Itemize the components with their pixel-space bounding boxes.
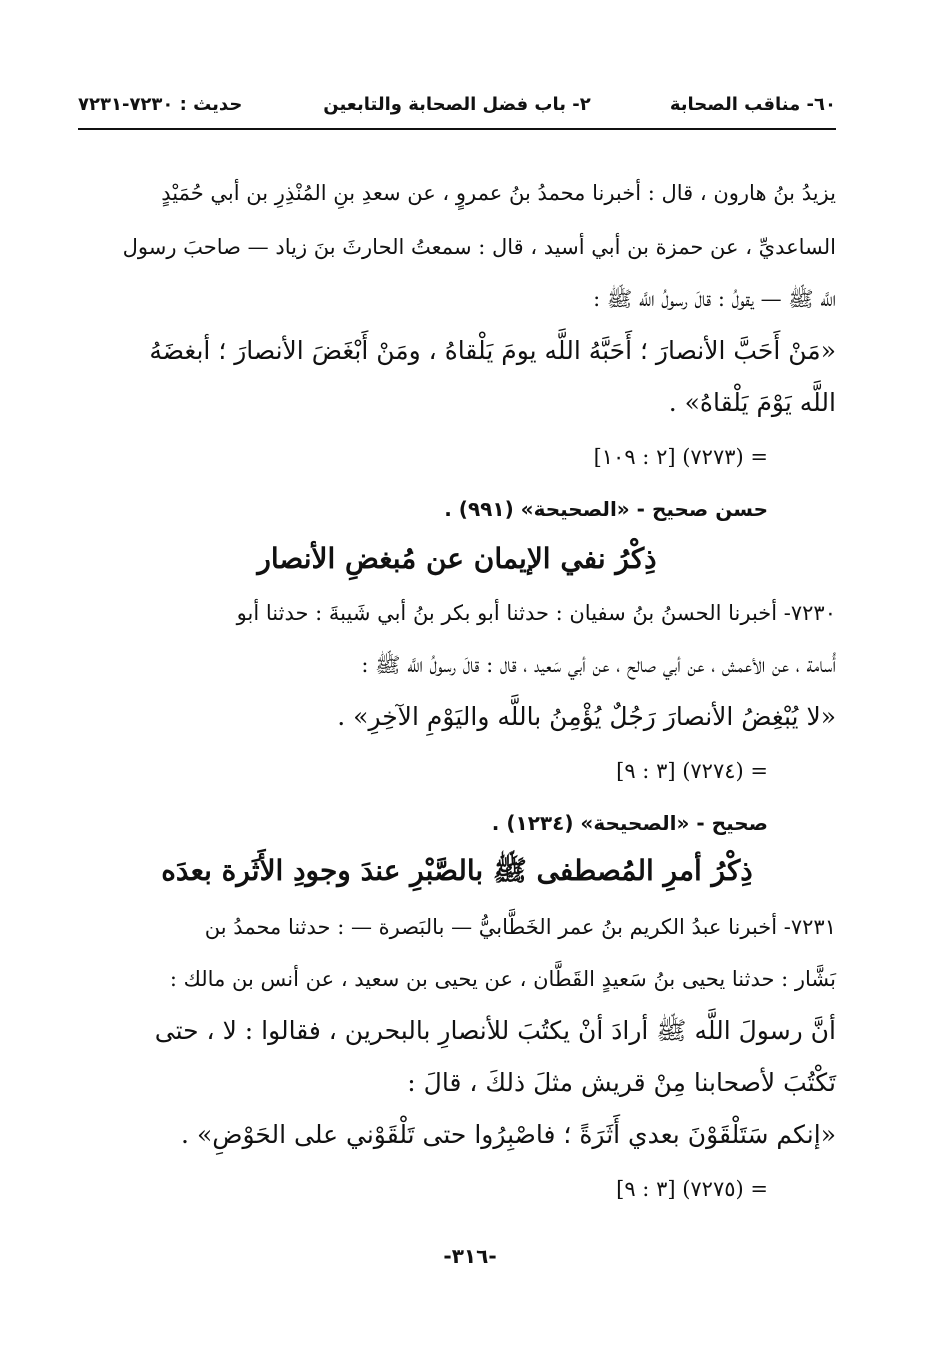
text-line: اللَّه ﷺ — يقولُ : قالَ رسولُ اللَّه ﷺ : [593,287,836,311]
section-heading: ذِكْرُ أمرِ المُصطفى ﷺ بالصَّبْرِ عندَ وجودِ الأَثَرة بعدَه [161,854,753,887]
text-line: أنَّ رسولَ اللَّه ﷺ أرادَ أنْ يكتُبَ للأنصارِ بالبحرين ، فقالوا : لا ، حتى [154,1016,836,1045]
hadith-grade: صحيح - «الصحيحة» (١٢٣٤) . [491,811,768,835]
cross-reference: = (٧٢٧٤) [٣ : ٩] [616,759,768,783]
section-title: ٢- باب فضل الصحابة والتابعين [323,94,591,115]
chapter-title: ٦٠- مناقب الصحابة [669,94,836,115]
hadith-text: «لا يُبْغِضُ الأنصارَ رَجُلٌ يُؤْمِنُ باللَّه واليَوْمِ الآخِرِ» . [337,702,836,731]
cross-reference: = (٧٢٧٥) [٣ : ٩] [616,1177,768,1201]
page-number: -٣١٦- [443,1244,497,1268]
text-line: الساعديِّ ، عن حمزة بن أبي أسيد ، قال : سمعتُ الحارثَ بنَ زياد — صاحبَ رسول [122,235,836,259]
cross-reference: = (٧٢٧٣) [٢ : ١٠٩] [593,445,768,469]
hadith-text: «مَنْ أَحَبَّ الأنصارَ ؛ أَحَبَّهُ اللَّه يومَ يَلْقاهُ ، ومَنْ أَبْغَضَ الأنصارَ ؛ أبغضَهُ [149,336,836,365]
text-line: يزيدُ بنُ هارون ، قال : أخبرنا محمدُ بنُ عمروٍ ، عن سعدِ بنِ المُنْذِرِ بن أبي حُمَيْدٍ [161,181,836,205]
section-heading: ذِكْرُ نفي الإيمان عن مُبغضِ الأنصار [257,542,657,575]
hadith-text: «إنكم سَتَلْقَوْنَ بعدي أَثَرَةً ؛ فاصْبِرُوا حتى تَلْقَوْني على الحَوْضِ» . [181,1120,836,1149]
text-line: ٧٢٣٠- أخبرنا الحسنُ بنُ سفيان : حدثنا أبو بكر بنُ أبي شَيبةَ : حدثنا أبو [236,601,836,625]
text-line: تَكْتُبَ لأصحابنا مِنْ قريش مثلَ ذلكَ ، قالَ : [407,1068,836,1097]
text-line: بَشَّار : حدثنا يحيى بنُ سَعيدٍ القَطَّان ، عن يحيى بن سعيد ، عن أنس بن مالك : [169,967,836,991]
text-line: أُسامة ، عن الأعمش ، عن أبي صالح ، عن أبي سَعيد ، قال : قالَ رسولُ اللَّه ﷺ : [361,653,836,677]
hadith-text: اللَّه يَوْمَ يَلْقاهُ» . [668,388,836,417]
hadith-range: حديث : ٧٢٣٠-٧٢٣١ [78,94,243,115]
text-line: ٧٢٣١- أخبرنا عبدُ الكريم بنُ عمر الخَطَّابيُّ — بالبَصرة — : حدثنا محمدُ بن [204,915,836,939]
running-header [78,92,836,130]
hadith-grade: حسن صحيح - «الصحيحة» (٩٩١) . [444,497,768,521]
